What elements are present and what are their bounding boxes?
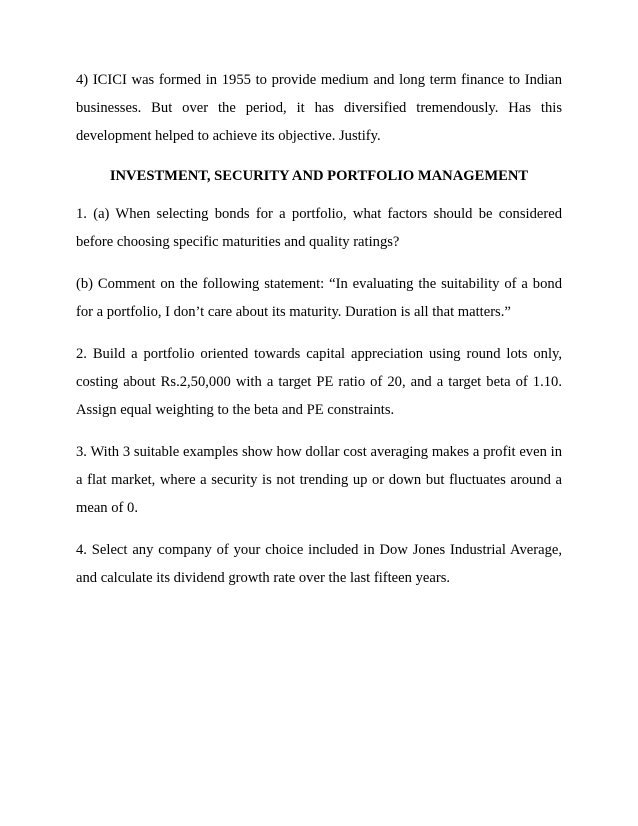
question-3: 3. With 3 suitable examples show how dollar cost averaging makes a profit even in a flat market, where a security is not trending up or down but fluctuates around a mean of 0. [76, 444, 562, 516]
intro-question: 4) ICICI was formed in 1955 to provide medium and long term finance to Indian businesses. But over the period, it has diversified tremendously. Has this development helped to achieve its objective. Justify. [76, 72, 562, 144]
section-heading: INVESTMENT, SECURITY AND PORTFOLIO MANAGEMENT [109, 168, 529, 184]
question-2: 2. Build a portfolio oriented towards capital appreciation using round lots only, costing about Rs.2,50,000 with a target PE ratio of 20, and a target beta of 1.10. Assign equal weighting to the beta and PE constraints. [76, 346, 562, 418]
question-1b: (b) Comment on the following statement: “In evaluating the suitability of a bond for a portfolio, I don’t care about its maturity. Duration is all that matters.” [76, 276, 562, 320]
question-4: 4. Select any company of your choice included in Dow Jones Industrial Average, and calculate its dividend growth rate over the last fifteen years. [76, 542, 562, 586]
question-1a: 1. (a) When selecting bonds for a portfolio, what factors should be considered before choosing specific maturities and quality ratings? [76, 206, 562, 250]
document-page [76, 66, 562, 592]
